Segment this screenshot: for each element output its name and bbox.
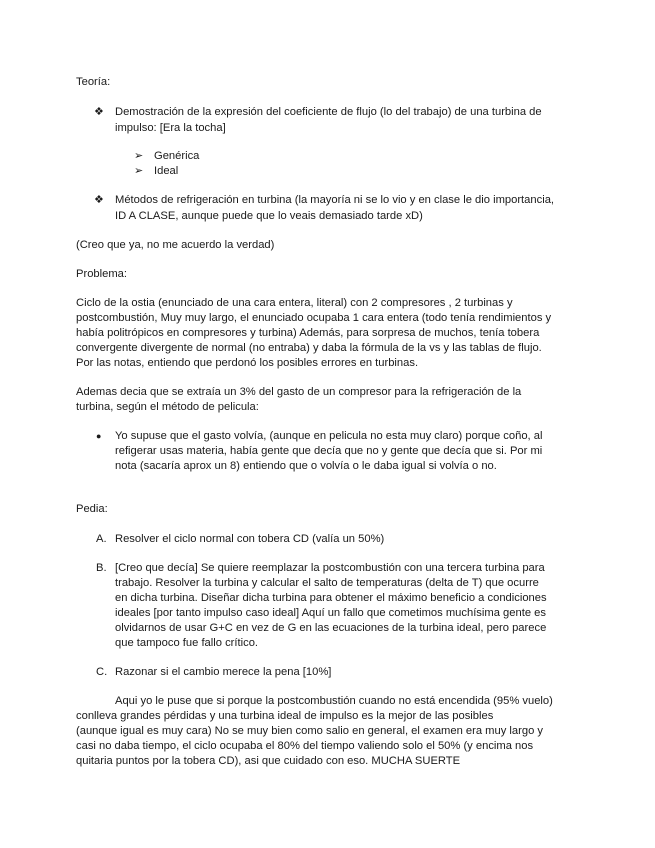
paragraph-line: quitaria puntos por la tobera CD), asi que cuidado con eso. MUCHA SUERTE xyxy=(76,755,461,767)
asked-item-line: ideales [por tanto impulso caso ideal] Aquí un fallo que cometimos muchísima gente es xyxy=(115,607,546,619)
asked-item-line: que tampoco fue fallo crítico. xyxy=(115,637,259,649)
paragraph-line: conlleva grandes pérdidas y una turbina ideal de impulso es la mejor de las posibles xyxy=(76,710,494,722)
arrow-bullet-icon: ➢ xyxy=(134,150,144,162)
paragraph-line: Por las notas, entiendo que perdonó los posibles errores en turbinas. xyxy=(76,357,419,369)
subitem-label: Genérica xyxy=(154,150,200,162)
theory-item-2-line: Métodos de refrigeración en turbina (la mayoría ni se lo vio y en clase le dio importancia, xyxy=(115,194,555,206)
bullet-line: refigerar usas materia, había gente que decía que no y gente que decía que si. Por mi xyxy=(115,445,543,457)
paragraph-line: casi no daba tiempo, el ciclo ocupaba el 80% del tiempo valiendo solo el 50% (y encima nos xyxy=(76,740,534,752)
bullet-line: nota (sacaría aprox un 8) entiendo que o volvía o le daba igual si volvía o no. xyxy=(115,460,497,472)
paragraph-line: Aqui yo le puse que si porque la postcombustión cuando no está encendida (95% vuelo) xyxy=(115,695,553,707)
diamond-bullet-icon: ❖ xyxy=(94,194,104,206)
asked-item-line: [Creo que decía] Se quiere reemplazar la postcombustión con una tercera turbina para xyxy=(115,562,545,574)
theory-item-1-line: Demostración de la expresión del coeficiente de flujo (lo del trabajo) de una turbina de xyxy=(115,106,542,118)
theory-note: (Creo que ya, no me acuerdo la verdad) xyxy=(76,239,275,251)
paragraph-line: turbina, según el método de pelicula: xyxy=(76,401,259,413)
paragraph-line: había politrópicos en compresores y turbina) Además, para sorpresa de muchos, tenía tobera xyxy=(76,327,540,339)
problem-heading: Problema: xyxy=(76,268,127,280)
asked-item-line: Resolver el ciclo normal con tobera CD (valía un 50%) xyxy=(115,533,385,545)
subitem-label: Ideal xyxy=(154,165,179,177)
list-marker: C. xyxy=(96,666,108,678)
asked-item-line: olvidarnos de usar G+C en vez de G en las ecuaciones de la turbina ideal, pero parece xyxy=(115,622,547,634)
theory-heading: Teoría: xyxy=(76,76,111,88)
asked-item-line: Razonar si el cambio merece la pena [10%] xyxy=(115,666,332,678)
paragraph-line: (aunque igual es muy cara) No se muy bien como salio en general, el examen era muy largo y xyxy=(76,725,544,737)
list-marker: B. xyxy=(96,562,107,574)
asked-heading: Pedia: xyxy=(76,503,108,515)
asked-item-line: trabajo. Resolver la turbina y calcular el salto de temperaturas (delta de T) que ocurre xyxy=(115,577,539,589)
bullet-line: Yo supuse que el gasto volvía, (aunque en pelicula no esta muy claro) porque coño, al xyxy=(115,430,543,442)
theory-item-1-line: impulso: [Era la tocha] xyxy=(115,122,226,134)
dot-bullet-icon: ● xyxy=(96,431,102,441)
list-marker: A. xyxy=(96,533,107,545)
arrow-bullet-icon: ➢ xyxy=(134,165,144,177)
diamond-bullet-icon: ❖ xyxy=(94,106,104,118)
paragraph-line: postcombustión, Muy muy largo, el enunciado ocupaba 1 cara entera (todo tenía rendimientos y xyxy=(76,312,552,324)
theory-item-2-line: ID A CLASE, aunque puede que lo veais demasiado tarde xD) xyxy=(115,210,423,222)
paragraph-line: Ciclo de la ostia (enunciado de una cara entera, literal) con 2 compresores , 2 turbinas y xyxy=(76,297,513,309)
asked-item-line: en dicha turbina. Diseñar dicha turbina para obtener el máximo beneficio a condiciones xyxy=(115,592,547,604)
paragraph-line: Ademas decia que se extraía un 3% del gasto de un compresor para la refrigeración de la xyxy=(76,386,522,398)
paragraph-line: convergente divergente de normal (no entraba) y daba la fórmula de la vs y las tablas de flujo. xyxy=(76,342,542,354)
